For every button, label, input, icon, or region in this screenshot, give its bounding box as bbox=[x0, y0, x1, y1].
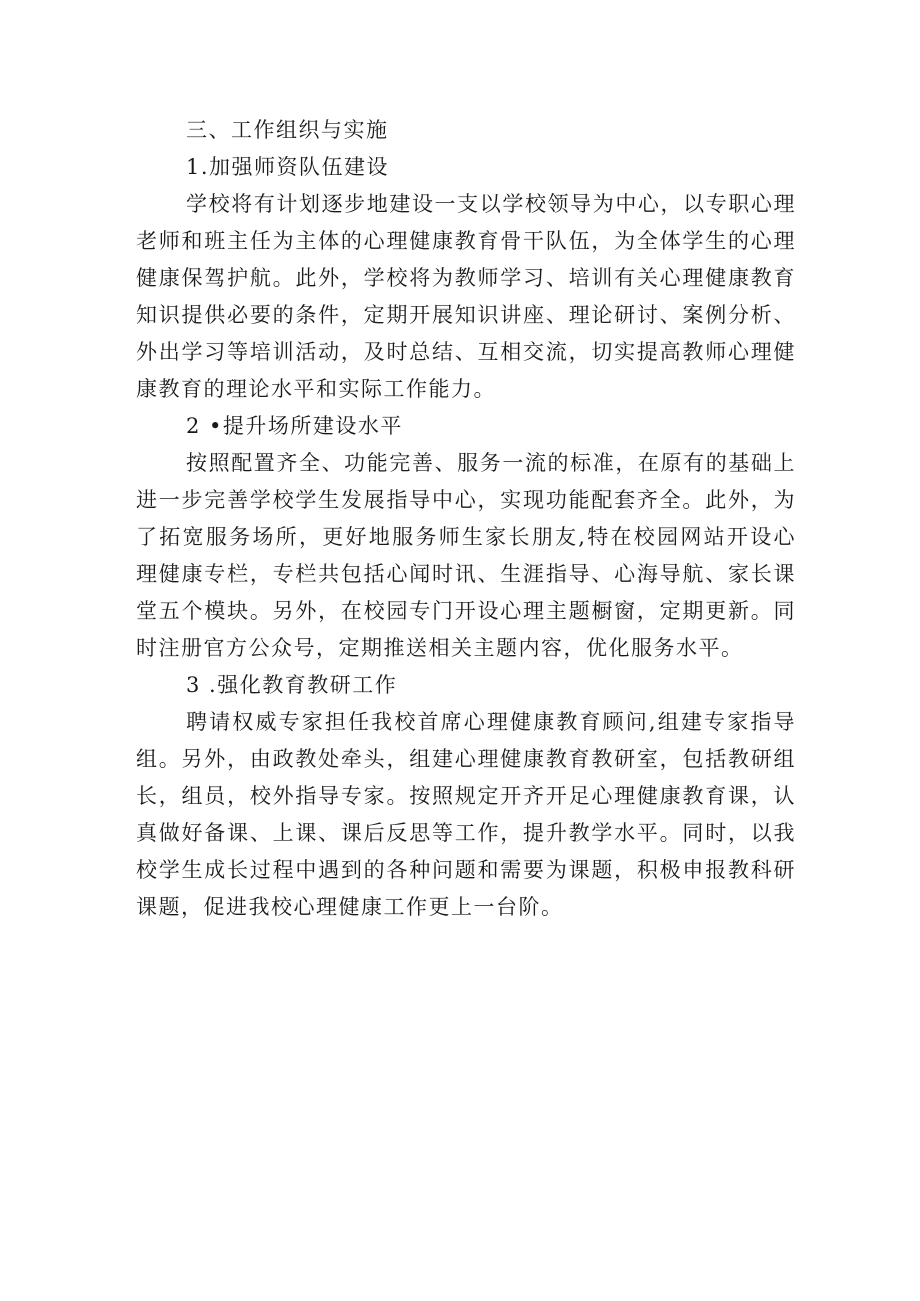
item-3-paragraph: 聘请权威专家担任我校首席心理健康教育顾问,组建专家指导组。另外，由政教处牵头，组建心理健康教育教研室，包括教研组长，组员，校外指导专家。按照规定开齐开足心理健康教育课，认真做好备课、上课、课后反思等工作，提升教学水平。同时，以我校学生成长过程中遇到的各种问题和需要为课题，积极申报教科研课题，促进我校心理健康工作更上一台阶。 bbox=[136, 710, 796, 919]
section-title: 三、工作组织与实施 bbox=[186, 118, 389, 142]
item-2-heading: 2 •提升场所建设水平 bbox=[186, 414, 403, 438]
item-2-paragraph: 按照配置齐全、功能完善、服务一流的标准，在原有的基础上进一步完善学校学生发展指导中心，实现功能配套齐全。此外，为了拓宽服务场所，更好地服务师生家长朋友,特在校园网站开设心理健康专栏，专栏共包括心闻时讯、生涯指导、心海导航、家长课堂五个模块。另外，在校园专门开设心理主题橱窗，定期更新。同时注册官方公众号，定期推送相关主题内容，优化服务水平。 bbox=[136, 451, 796, 660]
item-1-paragraph: 学校将有计划逐步地建设一支以学校领导为中心，以专职心理老师和班主任为主体的心理健康教育骨干队伍，为全体学生的心理健康保驾护航。此外，学校将为教师学习、培训有关心理健康教育知识提供必要的条件，定期开展知识讲座、理论研讨、案例分析、外出学习等培训活动，及时总结、互相交流，切实提高教师心理健康教育的理论水平和实际工作能力。 bbox=[136, 192, 796, 401]
document-body bbox=[136, 112, 796, 926]
item-1-heading: 1.加强师资队伍建设 bbox=[186, 155, 390, 179]
item-3-heading: 3 .强化教育教研工作 bbox=[186, 673, 398, 697]
